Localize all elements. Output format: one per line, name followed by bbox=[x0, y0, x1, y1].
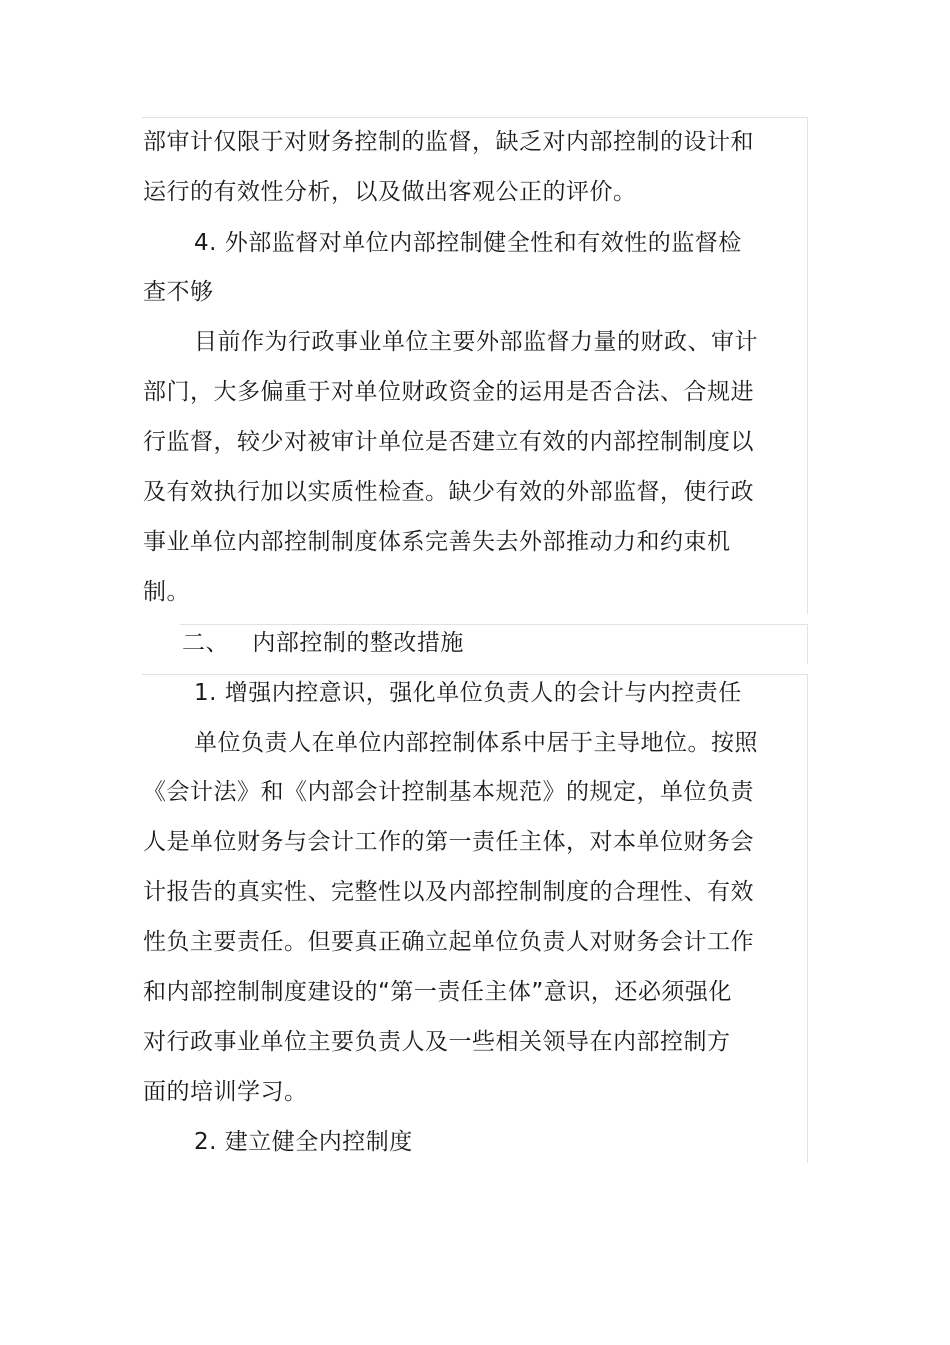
paragraph-line: 对行政事业单位主要负责人及一些相关领导在内部控制方 bbox=[143, 1029, 731, 1055]
paragraph-line: 和内部控制制度建设的“第一责任主体”意识，还必须强化 bbox=[143, 979, 732, 1005]
paragraph-line: 部审计仅限于对财务控制的监督，缺乏对内部控制的设计和 bbox=[143, 129, 754, 155]
subheading-line: 4. 外部监督对单位内部控制健全性和有效性的监督检 bbox=[194, 230, 742, 256]
paragraph-line: 事业单位内部控制制度体系完善失去外部推动力和约束机 bbox=[143, 529, 731, 555]
paragraph-line: 《会计法》和《内部会计控制基本规范》的规定，单位负责 bbox=[143, 779, 754, 805]
paragraph-line: 性负主要责任。但要真正确立起单位负责人对财务会计工作 bbox=[143, 929, 754, 955]
subheading-line: 1. 增强内控意识，强化单位负责人的会计与内控责任 bbox=[194, 680, 742, 706]
paragraph-line: 人是单位财务与会计工作的第一责任主体，对本单位财务会 bbox=[143, 829, 754, 855]
paragraph-line: 面的培训学习。 bbox=[143, 1079, 308, 1105]
paragraph-line: 及有效执行加以实质性检查。缺少有效的外部监督，使行政 bbox=[143, 479, 754, 505]
subheading-line: 2. 建立健全内控制度 bbox=[194, 1129, 413, 1155]
paragraph-line: 目前作为行政事业单位主要外部监督力量的财政、审计 bbox=[194, 329, 758, 355]
paragraph-line: 单位负责人在单位内部控制体系中居于主导地位。按照 bbox=[194, 730, 758, 756]
paragraph-line: 部门，大多偏重于对单位财政资金的运用是否合法、合规进 bbox=[143, 379, 754, 405]
paragraph-line: 制。 bbox=[143, 579, 190, 605]
section-heading: 二、 内部控制的整改措施 bbox=[182, 630, 464, 656]
paragraph-line: 计报告的真实性、完整性以及内部控制制度的合理性、有效 bbox=[143, 879, 754, 905]
paragraph-line: 行监督，较少对被审计单位是否建立有效的内部控制制度以 bbox=[143, 429, 754, 455]
subheading-line: 查不够 bbox=[143, 279, 214, 305]
paragraph-line: 运行的有效性分析，以及做出客观公正的评价。 bbox=[143, 179, 637, 205]
